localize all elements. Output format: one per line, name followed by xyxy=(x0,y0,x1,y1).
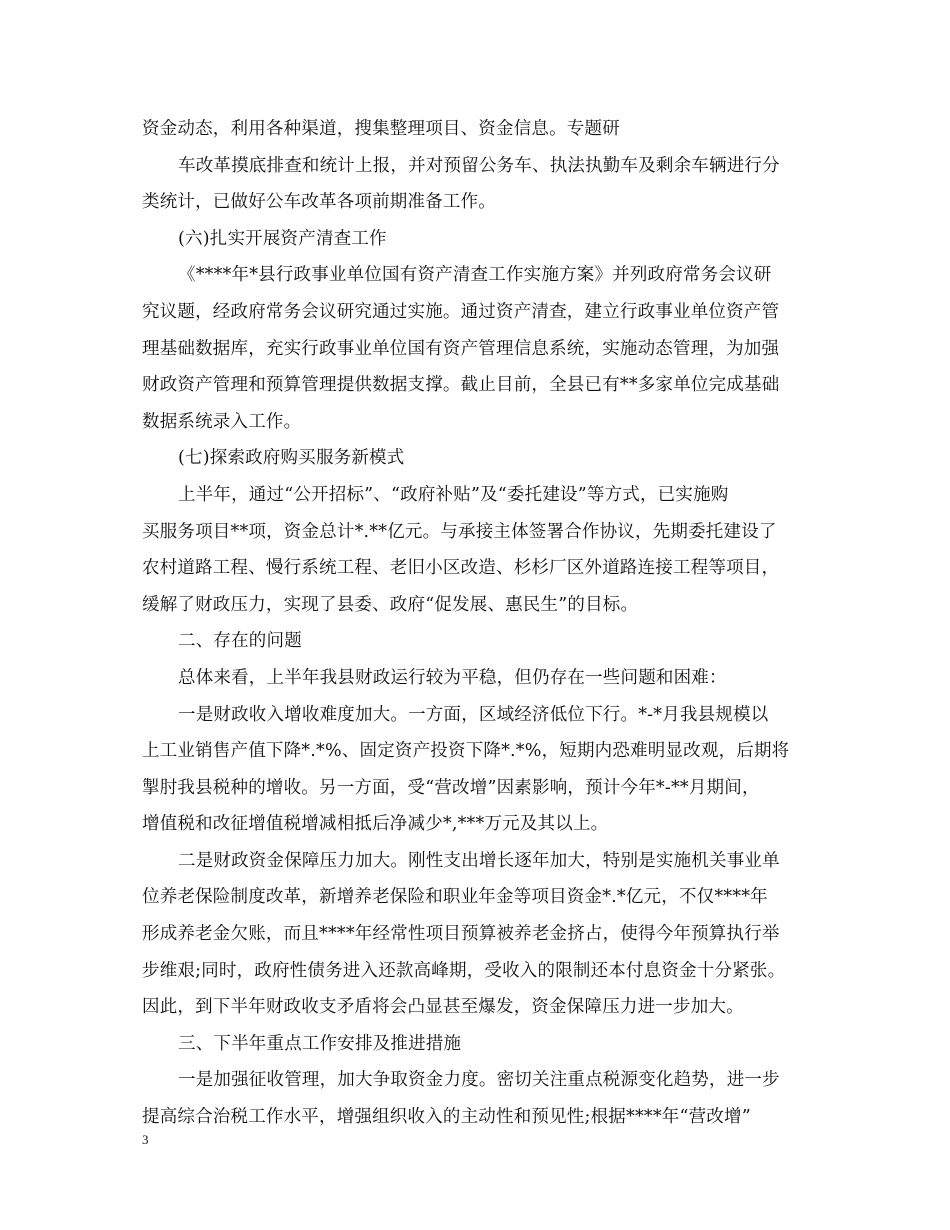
text-line: 理基础数据库，充实行政事业单位国有资产管理信息系统，实施动态管理，为加强 xyxy=(142,338,780,359)
text-line: 总体来看，上半年我县财政运行较为平稳，但仍存在一些问题和困难： xyxy=(178,667,727,688)
text-line: 数据系统录入工作。 xyxy=(142,411,302,432)
text-line: 增值税和改征增值税增减相抵后净减少*,***万元及其以上。 xyxy=(142,814,609,835)
text-line: 类统计，已做好公车改革各项前期准备工作。 xyxy=(142,192,496,213)
text-line: 究议题，经政府常务会议研究通过实施。通过资产清查，建立行政事业单位资产管 xyxy=(142,301,780,322)
text-line: 二、存在的问题 xyxy=(178,631,302,652)
text-line: 步维艰;同时，政府性债务进入还款高峰期，受收入的限制还本付息资金十分紧张。 xyxy=(142,960,786,981)
text-line: 位养老保险制度改革，新增养老保险和职业年金等项目资金*.*亿元，不仅****年 xyxy=(142,887,768,908)
text-line: 缓解了财政压力，实现了县委、政府“促发展、惠民生”的目标。 xyxy=(142,594,639,615)
text-line: 掣肘我县税种的增收。另一方面，受“营改增”因素影响，预计今年*-**月期间， xyxy=(142,777,760,798)
text-line: 一是加强征收管理，加大争取资金力度。密切关注重点税源变化趋势，进一步 xyxy=(178,1070,780,1091)
text-line: 上半年，通过“公开招标”、“政府补贴”及“委托建设”等方式，已实施购 xyxy=(178,484,729,505)
text-line: 形成养老金欠账，而且****年经常性项目预算被养老金挤占，使得今年预算执行举 xyxy=(142,924,780,945)
text-line: 农村道路工程、慢行系统工程、老旧小区改造、杉杉厂区外道路连接工程等项目， xyxy=(142,558,780,579)
text-line: 因此，到下半年财政收支矛盾将会凸显甚至爆发，资金保障压力进一步加大。 xyxy=(142,997,744,1018)
text-line: 财政资产管理和预算管理提供数据支撑。截止目前，全县已有**多家单位完成基础 xyxy=(142,375,780,396)
document-body xyxy=(142,111,810,1136)
text-line: (七)探索政府购买服务新模式 xyxy=(178,448,405,469)
text-line: 买服务项目**项，资金总计*.**亿元。与承接主体签署合作协议，先期委托建设了 xyxy=(142,521,777,542)
text-line: 车改革摸底排查和统计上报，并对预留公务车、执法执勤车及剩余车辆进行分 xyxy=(178,155,780,176)
text-line: 上工业销售产值下降*.*%、固定资产投资下降*.*%，短期内恐难明显改观，后期将 xyxy=(142,741,790,762)
text-line: (六)扎实开展资产清查工作 xyxy=(178,228,387,249)
text-line: 一是财政收入增收难度加大。一方面，区域经济低位下行。*-*月我县规模以 xyxy=(178,704,769,725)
text-line: 资金动态，利用各种渠道，搜集整理项目、资金信息。专题研 xyxy=(142,119,620,139)
text-line: 《****年*县行政事业单位国有资产清查工作实施方案》并列政府常务会议研 xyxy=(178,265,772,286)
text-line: 三、下半年重点工作安排及推进措施 xyxy=(178,1033,462,1054)
text-line: 提高综合治税工作水平，增强组织收入的主动性和预见性;根据****年“营改增” xyxy=(142,1107,751,1128)
page-number: 3 xyxy=(142,1132,149,1147)
text-line: 二是财政资金保障压力加大。刚性支出增长逐年加大，特别是实施机关事业单 xyxy=(178,850,780,871)
